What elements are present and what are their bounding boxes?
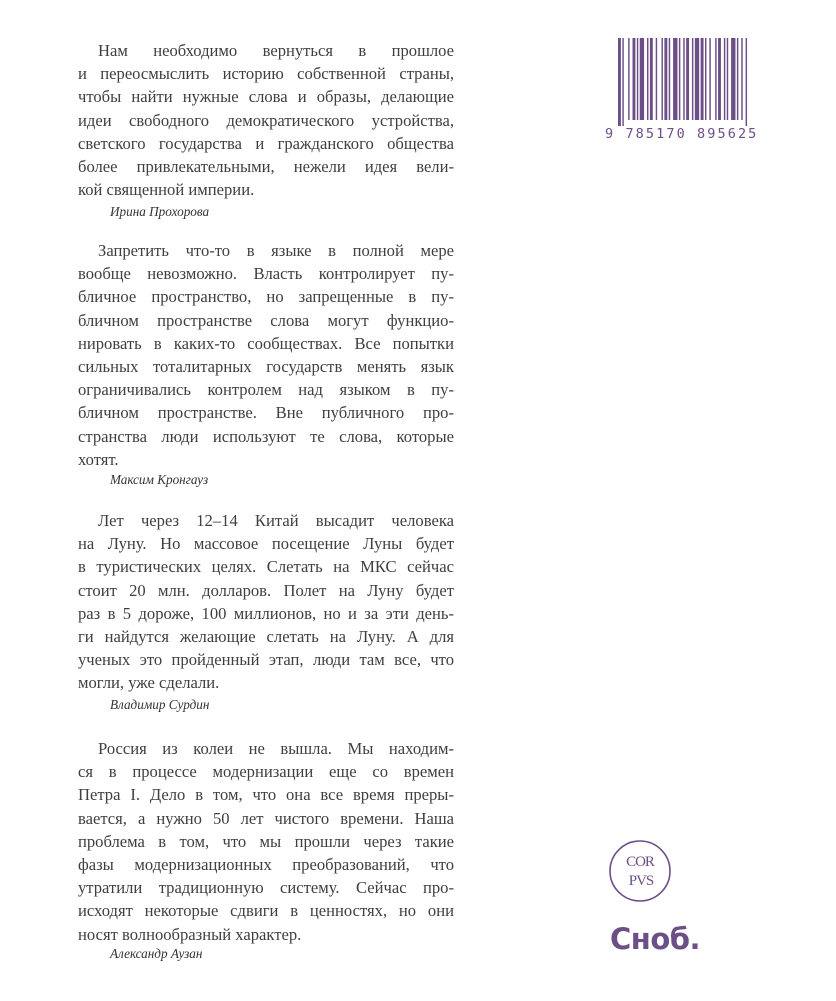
isbn-barcode — [602, 38, 762, 142]
quote-line: чтобы найти нужные слова и образы, делающие — [78, 87, 454, 107]
barcode-bars — [602, 38, 760, 126]
quote-3 — [78, 509, 454, 695]
barcode-bar — [647, 38, 648, 120]
quote-line: и переосмыслить историю собственной страны, — [78, 64, 454, 84]
barcode-bar — [656, 38, 657, 120]
barcode-bar — [622, 38, 623, 126]
quote-line: бличное пространство, но запрещенные в пу- — [78, 287, 454, 307]
quote-line: в туристических целях. Слетать на МКС сейчас — [78, 557, 454, 577]
quote-line: стоит 20 млн. долларов. Полет на Луну будет — [78, 580, 454, 600]
quote-line: проблема в том, что мы прошли через такие — [78, 831, 454, 851]
quote-line: Россия из колеи не вышла. Мы находим- — [98, 739, 454, 758]
quote-line: Петра I. Дело в том, что она все время преры- — [78, 785, 454, 805]
quote-line: исходят некоторые сдвиги в ценностях, но они — [78, 901, 454, 921]
quote-line: ся в процессе модернизации еще со времен — [78, 762, 454, 782]
barcode-bar — [701, 38, 704, 120]
snob-logo: Сноб. — [610, 922, 701, 956]
barcode-bar — [727, 38, 728, 120]
quote-line: на Луну. Но массовое посещение Луны будет — [78, 534, 454, 554]
svg-text:PVS: PVS — [628, 873, 654, 889]
barcode-bar — [718, 38, 721, 120]
quote-line: кой священной империи. — [78, 180, 255, 200]
quote-line: идеи свободного демократического устройства, — [78, 110, 454, 130]
quote-line: ограничивались контролем над языком в пу- — [78, 380, 454, 400]
barcode-bar — [731, 38, 735, 120]
quote-author: Максим Кронгауз — [110, 472, 209, 487]
quote-author: Александр Аузан — [110, 946, 203, 961]
barcode-bar — [692, 38, 693, 120]
barcode-bar — [679, 38, 680, 120]
barcode-bar — [724, 38, 725, 120]
barcode-bar — [633, 38, 636, 120]
quote-line: ученых это пройденный этап, люди там все, что — [78, 650, 454, 670]
quote-line: нировать в каких-то сообществах. Все попытки — [78, 333, 454, 353]
quote-line: бличном пространстве. Вне публичного про- — [78, 403, 454, 423]
quote-2 — [78, 239, 454, 471]
quote-line: ги найдутся желающие слетать на Луну. А для — [78, 627, 454, 647]
barcode-bar — [683, 38, 684, 120]
quote-author: Владимир Сурдин — [110, 697, 210, 712]
quote-1 — [78, 39, 454, 201]
barcode-bar — [741, 38, 742, 120]
barcode-bar — [686, 38, 689, 120]
quote-line: фазы модернизационных преобразований, что — [78, 855, 454, 875]
barcode-bar — [637, 38, 638, 120]
barcode-bar — [709, 38, 710, 120]
barcode-bar — [662, 38, 663, 120]
quote-line: светского государства и гражданского общества — [78, 133, 454, 153]
quote-line: хотят. — [78, 449, 119, 469]
corpus-logo — [607, 838, 673, 904]
quote-line: более привлекательными, нежели идея вели- — [78, 157, 454, 177]
barcode-bar — [628, 38, 629, 120]
barcode-bar — [715, 38, 716, 120]
barcode-bar — [618, 38, 621, 126]
barcode-bar — [673, 38, 677, 120]
quote-line: вается, а нужно 50 лет чистого времени. Наша — [78, 808, 454, 828]
quote-line: странства люди используют те слова, которые — [78, 426, 454, 446]
barcode-bar — [746, 38, 747, 126]
quote-line: утратили традиционную систему. Сейчас про- — [78, 878, 454, 898]
barcode-bar — [650, 38, 653, 120]
barcode-bar — [664, 38, 667, 120]
barcode-bar — [737, 38, 738, 120]
isbn-number: 9 785170 895625 — [605, 126, 759, 142]
quote-line: вообще невозможно. Власть контролирует пу- — [78, 264, 454, 284]
quote-line: носят волнообразный характер. — [78, 924, 302, 944]
quote-line: Запретить что-то в языке в полной мере — [98, 241, 454, 260]
barcode-bar — [705, 38, 706, 120]
svg-text:COR: COR — [626, 854, 654, 870]
barcode-bar — [640, 38, 644, 120]
quote-line: раз в 5 дороже, 100 миллионов, но и за эти день- — [78, 603, 454, 623]
barcode-bar — [669, 38, 670, 120]
quote-line: Нам необходимо вернуться в прошлое — [98, 41, 454, 60]
quote-line: могли, уже сделали. — [78, 673, 220, 693]
quote-author: Ирина Прохорова — [110, 204, 210, 219]
barcode-bar — [695, 38, 699, 120]
quote-line: Лет через 12–14 Китай высадит человека — [98, 511, 454, 530]
quote-4 — [78, 737, 454, 946]
quote-line: сильных тоталитарных государств менять язык — [78, 357, 454, 377]
quote-line: бличном пространстве слова могут функцио- — [78, 310, 454, 330]
